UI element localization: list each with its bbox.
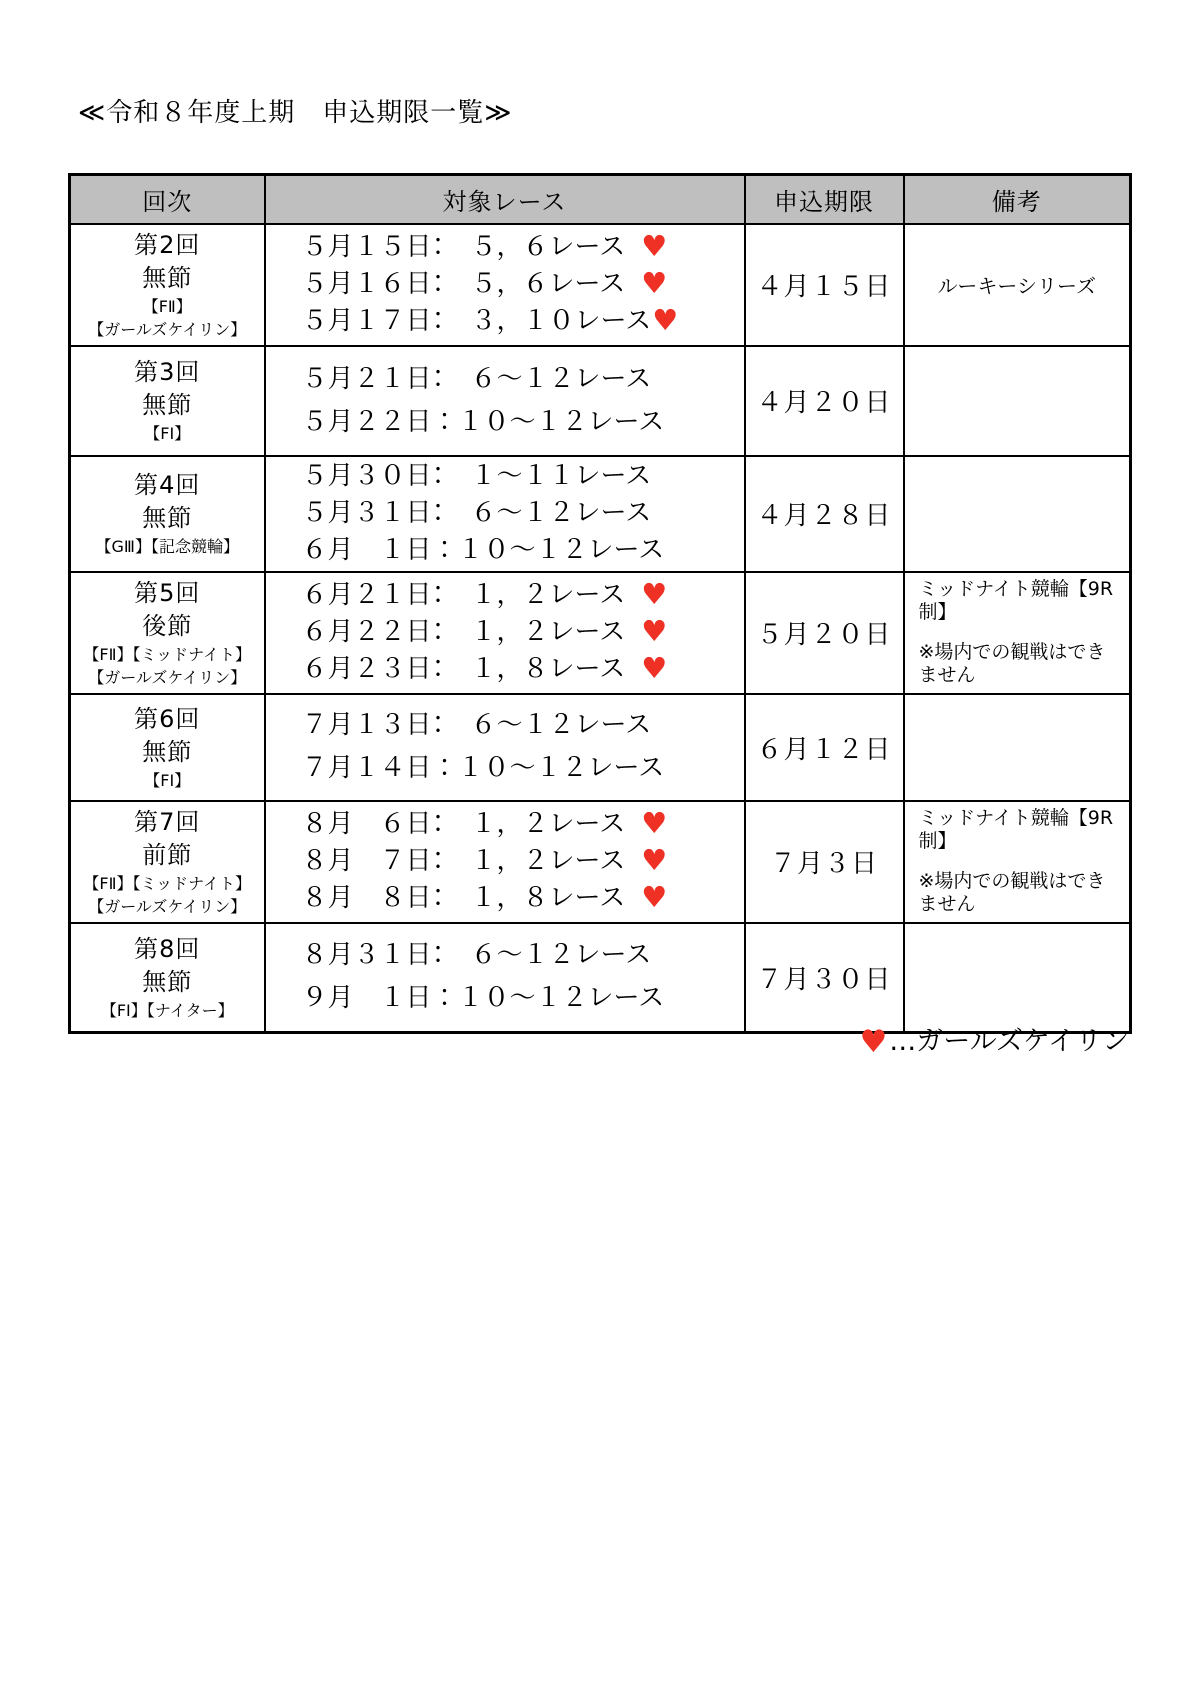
race-text: ６月２１日： １，２レース [301,580,626,610]
table-row [70,923,1131,1033]
heart-icon: ♥ [652,303,679,337]
round-number: 第3回 [134,358,201,386]
races-cell [265,801,745,923]
round-cell [70,694,265,801]
round-number: 第2回 [134,230,201,259]
round-grade: 【FⅠ】 [144,424,191,443]
round-session: 前節 [142,840,193,869]
table-row [70,694,1131,801]
legend-text: …ガールズケイリン [889,1026,1129,1057]
round-session: 無節 [142,504,193,532]
round-grade: 【FⅡ】【ミッドナイト】 [83,644,252,664]
race-line [302,532,744,569]
race-line [302,651,744,688]
deadline-cell: ７月３０日 [745,923,904,1033]
race-text: ８月 ７日： １，２レース [301,846,626,876]
heart-icon: ♥ [641,229,668,263]
race-line [302,495,744,532]
deadline-table [68,173,1132,1034]
round-session: 後節 [142,611,193,640]
heart-icon: ♥ [641,843,668,877]
race-line [302,458,744,495]
round-cell [70,456,265,572]
race-line [302,806,744,843]
race-line [302,747,744,790]
table-row [70,456,1131,572]
round-cell [70,346,265,456]
race-line [302,880,744,917]
header-deadline: 申込期限 [745,175,904,224]
round-session: 無節 [142,391,193,419]
round-cell [70,923,265,1033]
round-number: 第4回 [134,471,201,499]
round-grade: 【FⅡ】【ミッドナイト】 [83,873,252,893]
note-text: ミッドナイト競輪【9R制】 [918,578,1114,623]
deadline-cell: ４月１５日 [745,224,904,346]
note-cell [904,694,1131,801]
heart-icon: ♥ [641,806,668,840]
header-races: 対象レース [265,175,745,224]
race-line [302,303,744,340]
note-cell [904,572,1131,694]
races-cell [265,694,745,801]
round-grade: 【FⅠ】 [144,770,191,790]
races-cell [265,572,745,694]
round-grade: 【ガールズケイリン】 [88,667,247,687]
race-text: ８月３１日： ６～１２レース [301,940,652,971]
header-note: 備考 [904,175,1131,224]
table-header-row [70,175,1131,224]
race-text: ５月２２日：１０～１２レース [301,406,665,437]
race-line [302,266,744,303]
table-row [70,346,1131,456]
note-text: ルーキーシリーズ [937,274,1097,298]
note-lines [911,578,1124,687]
round-cell [70,572,265,694]
race-line [302,614,744,651]
race-text: ５月１７日： ３，１０レース [301,306,652,336]
round-number: 第7回 [134,807,201,836]
race-text: ６月２２日： １，２レース [301,617,626,647]
round-number: 第8回 [134,934,201,963]
race-line [302,401,744,444]
race-text: ５月３１日： ６～１２レース [301,498,652,528]
race-text: ７月１３日： ６～１２レース [301,710,652,740]
race-line [302,704,744,747]
table-row [70,801,1131,923]
races-cell [265,224,745,346]
deadline-cell: ４月２０日 [745,346,904,456]
note-text: ミッドナイト競輪【9R制】 [918,807,1114,852]
note-lines [911,807,1124,916]
race-text: ６月２３日： １，８レース [301,654,626,684]
heart-icon: ♥ [641,614,668,648]
header-round: 回次 [70,175,265,224]
round-grade: 【ガールズケイリン】 [88,319,247,339]
round-grade: 【GⅢ】【記念競輪】 [95,537,239,556]
note-cell [904,224,1131,346]
race-text: ８月 ６日： １，２レース [301,809,626,839]
round-session: 無節 [142,263,193,292]
race-text: ５月１６日： ５，６レース [301,269,626,299]
note-cell [904,346,1131,456]
round-cell [70,224,265,346]
note-cell [904,801,1131,923]
heart-icon: ♥ [641,651,668,685]
note-cell [904,456,1131,572]
note-cell [904,923,1131,1033]
race-text: ５月２１日： ６～１２レース [301,363,652,394]
races-cell [265,346,745,456]
race-line [302,577,744,614]
round-grade: 【FⅠ】【ナイター】 [100,1000,234,1020]
race-line [302,229,744,266]
race-line [302,358,744,401]
heart-icon: ♥ [859,1024,888,1060]
deadline-cell: ５月２０日 [745,572,904,694]
race-text: ８月 ８日： １，８レース [301,883,626,913]
round-number: 第6回 [134,704,201,733]
deadline-cell: ４月２８日 [745,456,904,572]
round-grade: 【FⅡ】 [142,296,192,316]
deadline-cell: ６月１２日 [745,694,904,801]
race-text: ９月 １日：１０～１２レース [301,983,665,1014]
race-line [302,934,744,977]
heart-icon: ♥ [641,266,668,300]
heart-icon: ♥ [641,880,668,914]
page-title: ≪令和８年度上期 申込期限一覧≫ [78,98,513,128]
girls-keirin-legend [68,1019,1129,1058]
races-cell [265,456,745,572]
note-text: ※場内での観戦はできません [918,870,1106,915]
round-session: 無節 [142,737,193,766]
race-line [302,977,744,1020]
race-line [302,843,744,880]
race-text: ５月１５日： ５，６レース [301,232,626,262]
race-text: ７月１４日：１０～１２レース [301,753,665,783]
race-text: ６月 １日：１０～１２レース [301,535,665,565]
table-row [70,572,1131,694]
heart-icon: ♥ [641,577,668,611]
deadline-cell: ７月３日 [745,801,904,923]
note-text: ※場内での観戦はできません [918,641,1106,686]
race-text: ５月３０日： １～１１レース [301,461,652,491]
round-cell [70,801,265,923]
round-session: 無節 [142,967,193,996]
races-cell [265,923,745,1033]
round-grade: 【ガールズケイリン】 [88,896,247,916]
table-row [70,224,1131,346]
round-number: 第5回 [134,578,201,607]
